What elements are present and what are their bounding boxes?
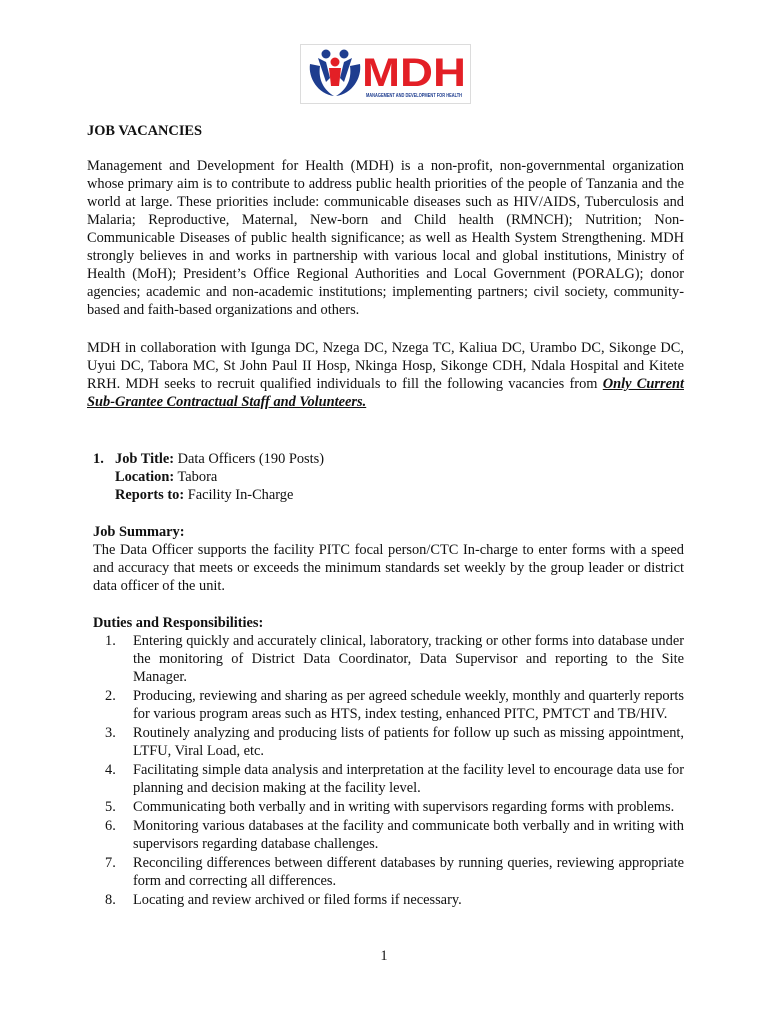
list-item-text: Reconciling differences between different databases by running queries, reviewing appropriate form and correcting all differences. xyxy=(133,855,684,889)
logo-tagline: MANAGEMENT AND DEVELOPMENT FOR HEALTH xyxy=(366,93,463,99)
list-item-text: Entering quickly and accurately clinical, laboratory, tracking or other forms into database under the monitoring of District Data Coordinator, Data Supervisor and reporting to the Site Manager. xyxy=(133,633,684,685)
list-item-number: 3. xyxy=(105,725,116,741)
list-item-number: 6. xyxy=(105,818,116,834)
list-item-text: Monitoring various databases at the facility and communicate both verbally and in writing with supervisors regarding database challenges. xyxy=(133,818,684,852)
list-item xyxy=(105,854,684,890)
list-item-text: Facilitating simple data analysis and interpretation at the facility level to encourage data use for planning and decision making at the facility level. xyxy=(133,762,684,796)
list-item xyxy=(105,891,684,909)
job-title-label: Job Title: xyxy=(115,451,175,467)
list-item-number: 2. xyxy=(105,688,116,704)
eligibility-emphasis: Only Current Sub-Grantee Contractual Staff and Volunteers. xyxy=(87,376,684,410)
list-item-number: 7. xyxy=(105,855,116,871)
list-item-text: Routinely analyzing and producing lists of patients for follow up such as missing appointment, LTFU, Viral Load, etc. xyxy=(133,725,684,759)
mdh-logo-graphic xyxy=(300,44,471,104)
job-title-value: Data Officers (190 Posts) xyxy=(174,451,325,467)
list-item-text: Locating and review archived or filed forms if necessary. xyxy=(133,892,462,908)
list-item xyxy=(105,632,684,686)
list-item-text: Communicating both verbally and in writing with supervisors regarding forms with problems. xyxy=(133,799,675,815)
list-item-number: 1. xyxy=(105,633,116,649)
job-details xyxy=(93,450,324,504)
location-label: Location: xyxy=(115,469,175,485)
page-heading: JOB VACANCIES xyxy=(87,123,203,139)
duties-title: Duties and Responsibilities: xyxy=(93,615,264,631)
logo-text: MDH xyxy=(362,51,466,95)
list-item-number: 8. xyxy=(105,892,116,908)
list-item-text: Producing, reviewing and sharing as per agreed schedule weekly, monthly and quarterly reports for various program areas such as HTS, index testing, enhanced PITC, PMTCT and TB/HIV. xyxy=(133,688,684,722)
collaboration-text: MDH in collaboration with Igunga DC, Nzega DC, Nzega TC, Kaliua DC, Urambo DC, Sikonge DC, Uyui DC, Tabora MC, St John Paul II Hosp, Nkinga Hosp, Sikonge CDH, Ndala Hospital and Kitete RRH. MDH seeks to recruit qualified individuals to fill the following vacancies from xyxy=(87,340,684,392)
reports-to-label: Reports to: xyxy=(115,487,185,503)
list-item xyxy=(105,724,684,760)
location-value: Tabora xyxy=(174,469,218,485)
reports-to-value: Facility In-Charge xyxy=(184,487,294,503)
list-item xyxy=(105,761,684,797)
list-item xyxy=(105,817,684,853)
reports-to-row xyxy=(93,486,324,504)
list-item xyxy=(105,687,684,723)
intro-paragraph: Management and Development for Health (MDH) is a non-profit, non-governmental organization whose primary aim is to contribute to address public health priorities of the people of Tanzania and the world at large. These priorities include: communicable diseases such as HIV/AIDS, Tuberculosis and Malaria; Reproductive, Maternal, New-born and Child health (RMNCH); Nutrition; Non-Communicable Diseases of public health significance; as well as Health System Strengthening. MDH strongly believes in and works in partnership with various local and global institutions, Ministry of Health (MoH); President’s Office Regional Authorities and Local Government (PORALG); donor agencies; academic and non-academic institutions; implementing partners; civil society, community-based and faith-based organizations and others. xyxy=(87,158,684,318)
list-item xyxy=(105,798,684,816)
location-row xyxy=(93,468,324,486)
job-summary-title: Job Summary: xyxy=(93,524,185,540)
collaboration-paragraph xyxy=(87,339,684,411)
list-item-number: 5. xyxy=(105,799,116,815)
job-number: 1. xyxy=(93,451,104,467)
list-item-number: 4. xyxy=(105,762,116,778)
page-number: 1 xyxy=(380,948,388,964)
duties-list xyxy=(105,632,684,910)
job-title-row xyxy=(93,450,324,468)
job-summary-text: The Data Officer supports the facility PITC focal person/CTC In-charge to enter forms with a speed and accuracy that meets or exceeds the minimum standards set weekly by the group leader or district data officer of the unit. xyxy=(93,542,684,594)
mdh-logo xyxy=(300,44,471,104)
